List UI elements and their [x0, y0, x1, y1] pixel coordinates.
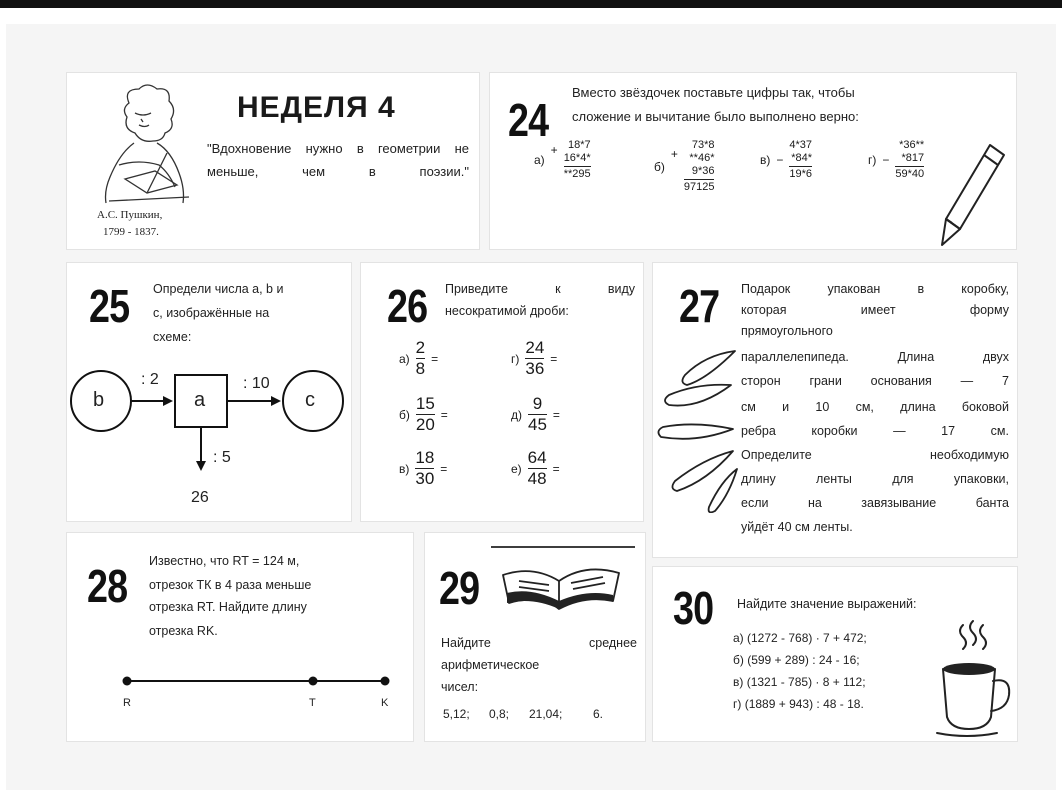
task-26-fraction-b: б) $\frac{15}{20}$ = — [399, 394, 448, 434]
task-26-fraction-e: е) $\frac{64}{48}$ = — [511, 448, 560, 488]
task-27-text-line1: Подарок упакован в коробку, — [741, 282, 1009, 296]
task-29-number-2: 0,8; — [489, 707, 510, 721]
task-26-fraction-g: г) $\frac{24}{36}$ = — [511, 338, 558, 378]
point-k-label: K — [381, 697, 389, 709]
task-28-text-line2: отрезок ТК в 4 раза меньше — [149, 578, 312, 592]
task-24-item-b: б) + 73*8 **46* 9*36 97125 — [654, 139, 715, 193]
task-27-card — [652, 262, 1018, 558]
point-t-dot — [309, 677, 318, 686]
task-25-number: 25 — [89, 280, 130, 332]
task-28-card — [66, 532, 414, 742]
task-27-text-line8: Определите необходимую — [741, 448, 1009, 462]
task-27-text-line3: прямоугольного — [741, 324, 833, 338]
scheme-arrow-label-2: : 10 — [243, 375, 270, 392]
task-27-text-line2: которая имеет форму — [741, 303, 1009, 317]
scheme-arrow-label-3: : 5 — [213, 449, 231, 466]
point-k-dot — [381, 677, 390, 686]
point-r-label: R — [123, 697, 131, 709]
task-28-number: 28 — [87, 560, 128, 612]
task-27-text-line11: уйдёт 40 см ленты. — [741, 520, 853, 534]
pencil-icon — [938, 139, 1010, 251]
task-29-text-line2: арифметическое — [441, 658, 540, 672]
open-book-icon — [489, 539, 639, 611]
task-27-text-line6: см и 10 см, длина боковой — [741, 400, 1009, 414]
task-30-item-b: б) (599 + 289) : 24 - 16; — [733, 653, 860, 667]
scheme-arrow-head-2 — [271, 396, 281, 406]
task-25-text-line2: c, изображённые на — [153, 306, 270, 320]
task-30-item-v: в) (1321 - 785) · 8 + 112; — [733, 675, 866, 689]
task-25-text-line1: Определи числа a, b и — [153, 282, 284, 296]
task-24-number: 24 — [508, 94, 549, 146]
task-25-card — [66, 262, 352, 522]
task-29-number-3: 21,04; — [529, 707, 563, 721]
scheme-result: 26 — [191, 489, 209, 506]
author-years: 1799 - 1837. — [103, 226, 159, 238]
task-26-fraction-d: д) $\frac{9}{45}$ = — [511, 394, 560, 434]
task-27-text-line5: сторон грани основания — 7 — [741, 374, 1009, 388]
task-26-card — [360, 262, 644, 522]
task-30-number: 30 — [673, 582, 714, 634]
week-header-card — [66, 72, 480, 250]
scheme-arrow-head-3 — [196, 461, 206, 471]
scheme-arrow-label-1: : 2 — [141, 371, 159, 388]
scheme-node-c: c — [305, 389, 315, 411]
task-29-card — [424, 532, 646, 742]
task-27-text-line9: длину ленты для упаковки, — [741, 472, 1009, 486]
task-30-card — [652, 566, 1018, 742]
task-24-card — [489, 72, 1017, 250]
coffee-cup-icon — [933, 611, 1017, 741]
task-24-text-line2: сложение и вычитание было выполнено верно: — [572, 109, 859, 124]
task-27-text-line4: параллелепипеда. Длина двух — [741, 350, 1009, 364]
task-30-text: Найдите значение выражений: — [737, 597, 917, 611]
task-24-text-line1: Вместо звёздочек поставьте цифры так, чтобы — [572, 85, 855, 100]
task-28-text-line1: Известно, что RT = 124 м, — [149, 554, 300, 568]
task-29-text-line1: Найдите среднее — [441, 636, 637, 650]
task-27-number: 27 — [679, 280, 720, 332]
pushkin-portrait-illustration — [89, 83, 199, 205]
task-24-item-a: а) + 18*7 16*4* **295 — [534, 139, 591, 180]
task-26-number: 26 — [387, 280, 428, 332]
ribbon-bow-icon — [655, 343, 741, 513]
task-28-text-line4: отрезка RK. — [149, 624, 218, 638]
task-29-number: 29 — [439, 562, 480, 614]
task-25-text-line3: схеме: — [153, 330, 192, 344]
point-r-dot — [123, 677, 132, 686]
scheme-node-a: a — [194, 389, 206, 411]
task-26-text-line2: несократимой дроби: — [445, 304, 569, 318]
task-27-text-line7: ребра коробки — 17 см. — [741, 424, 1009, 438]
author-name: А.С. Пушкин, — [97, 209, 163, 221]
scheme-node-b: b — [93, 389, 105, 411]
top-bar — [0, 0, 1062, 8]
task-25-scheme — [67, 359, 351, 519]
task-26-text-line1: Приведите к виду — [445, 282, 635, 296]
task-30-item-g: г) (1889 + 943) : 48 - 18. — [733, 697, 864, 711]
task-26-fraction-a: а) $\frac{2}{8}$ = — [399, 338, 439, 378]
segment-rk-diagram — [115, 669, 405, 693]
task-27-text-line10: если на завязывание банта — [741, 496, 1009, 510]
week-title: НЕДЕЛЯ 4 — [237, 91, 396, 124]
task-29-number-1: 5,12; — [443, 707, 470, 721]
scheme-arrow-head-1 — [163, 396, 173, 406]
point-t-label: T — [309, 697, 316, 709]
coffee-surface — [943, 663, 995, 675]
task-28-text-line3: отрезка RT. Найдите длину — [149, 600, 307, 614]
task-29-text-line3: чисел: — [441, 680, 479, 694]
task-26-fraction-v: в) $\frac{18}{30}$ = — [399, 448, 448, 488]
task-24-item-v: в) − 4*37 *84* 19*6 — [760, 139, 813, 180]
task-24-item-g: г) − *36** *817 59*40 — [868, 139, 925, 180]
pushkin-quote: "Вдохновение нужно в геометрии не меньше, чем в поэзии." — [207, 141, 469, 179]
task-29-number-4: 6. — [593, 707, 604, 721]
task-30-item-a: а) (1272 - 768) · 7 + 472; — [733, 631, 867, 645]
